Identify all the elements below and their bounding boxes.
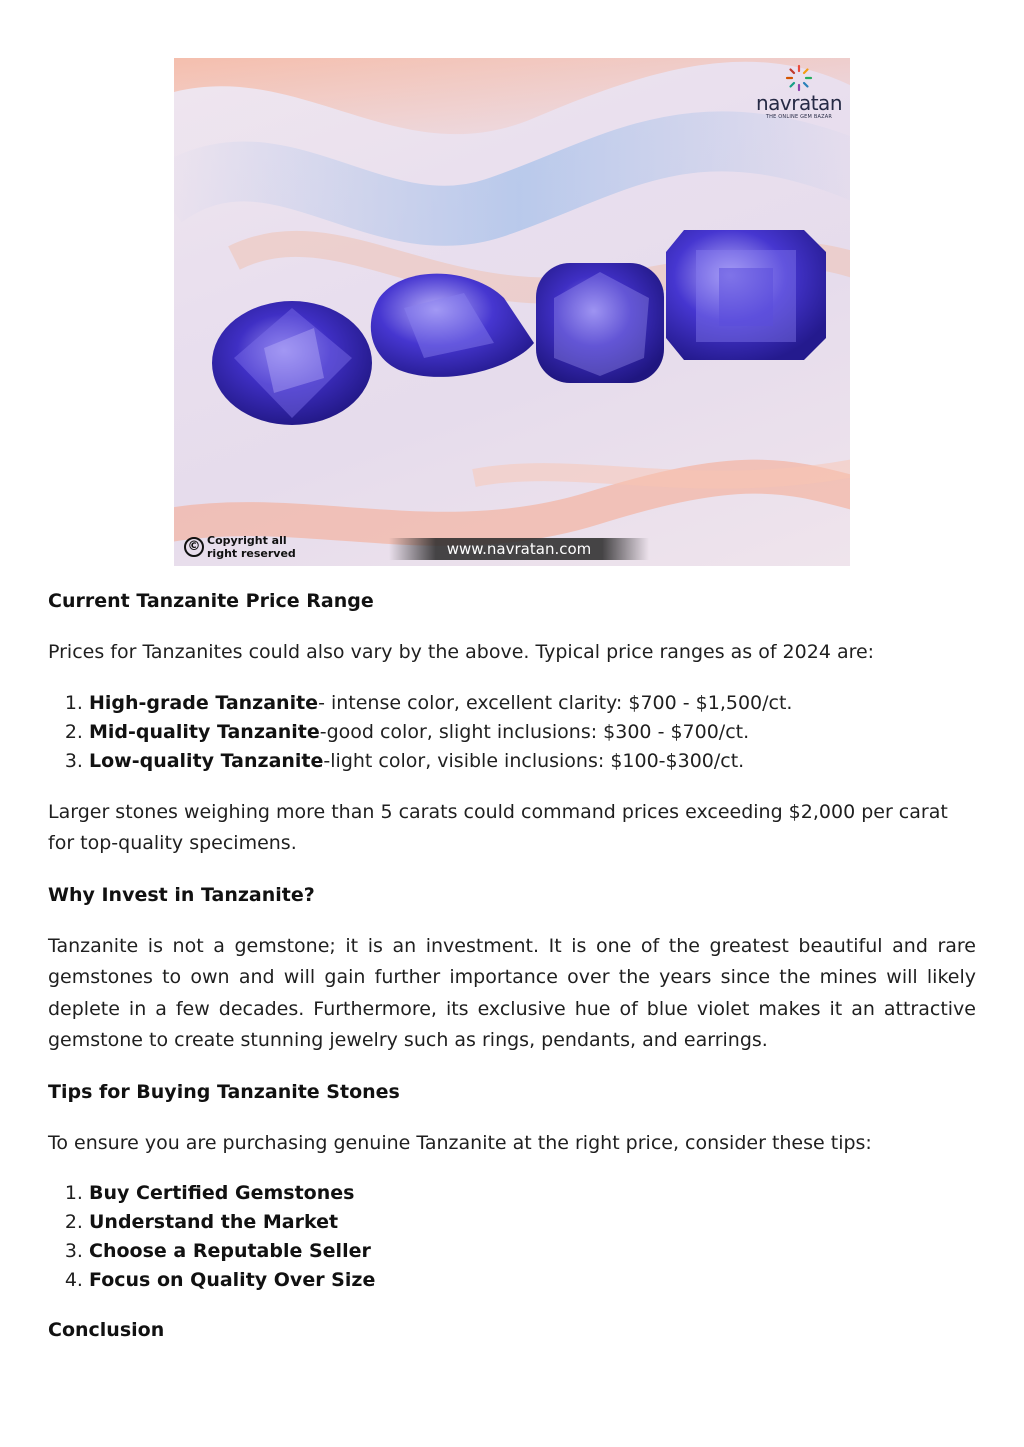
logo-burst-icon xyxy=(785,64,813,92)
invest-paragraph: Tanzanite is not a gemstone; it is an investment. It is one of the greatest beautiful and rare gemstones to own and will gain further importance over the years since the mines will likely deplete in a few decades. Furthermore, its exclusive hue of blue violet makes it an attractive gemstone to create stunning jewelry such as rings, pendants, and earrings. xyxy=(48,934,976,1051)
list-item xyxy=(89,689,976,718)
article-body xyxy=(48,586,976,1345)
navratan-logo xyxy=(756,64,842,120)
gemstone-photo xyxy=(174,58,850,566)
logo-wordmark: navratan xyxy=(755,91,842,115)
copyright-notice xyxy=(184,534,307,560)
list-item xyxy=(89,1237,976,1266)
tip-text: Understand the Market xyxy=(89,1211,339,1233)
grade-name: Low-quality Tanzanite xyxy=(89,749,324,772)
list-item xyxy=(89,1179,976,1208)
conclusion-heading: Conclusion xyxy=(48,1319,165,1341)
invest-heading: Why Invest in Tanzanite? xyxy=(48,883,315,906)
tips-heading: Tips for Buying Tanzanite Stones xyxy=(48,1080,400,1103)
copyright-text: Copyright all right reserved xyxy=(207,534,296,560)
tip-text: Choose a Reputable Seller xyxy=(89,1240,371,1262)
grade-detail: -light color, visible inclusions: $100-$300/ct. xyxy=(323,749,745,772)
copyright-icon: © xyxy=(184,537,204,557)
tip-text: Focus on Quality Over Size xyxy=(89,1269,376,1291)
cushion-tanzanite xyxy=(536,263,664,383)
emerald-cut-tanzanite xyxy=(666,230,826,360)
price-range-list xyxy=(48,689,976,776)
list-item xyxy=(89,718,976,747)
oval-tanzanite xyxy=(212,301,372,425)
tips-intro: To ensure you are purchasing genuine Tanzanite at the right price, consider these tips: xyxy=(48,1131,872,1154)
price-range-heading: Current Tanzanite Price Range xyxy=(48,590,374,612)
grade-detail: -good color, slight inclusions: $300 - $700/ct. xyxy=(319,720,750,743)
tip-text: Buy Certified Gemstones xyxy=(89,1182,355,1204)
list-item xyxy=(89,1266,976,1295)
grade-name: High-grade Tanzanite xyxy=(89,691,319,714)
watermark-url: www.navratan.com xyxy=(389,538,649,560)
list-item xyxy=(89,1208,976,1237)
large-stones-note: Larger stones weighing more than 5 carats could command prices exceeding $2,000 per carat for top-quality specimens. xyxy=(48,800,948,854)
price-range-intro: Prices for Tanzanites could also vary by the above. Typical price ranges as of 2024 are: xyxy=(48,641,875,663)
list-item xyxy=(89,747,976,776)
grade-name: Mid-quality Tanzanite xyxy=(89,720,320,743)
logo-tagline: THE ONLINE GEM BAZAR xyxy=(765,114,833,120)
tips-list xyxy=(48,1179,976,1295)
tanzanite-hero-image xyxy=(174,58,850,566)
grade-detail: - intense color, excellent clarity: $700 - $1,500/ct. xyxy=(318,691,793,714)
